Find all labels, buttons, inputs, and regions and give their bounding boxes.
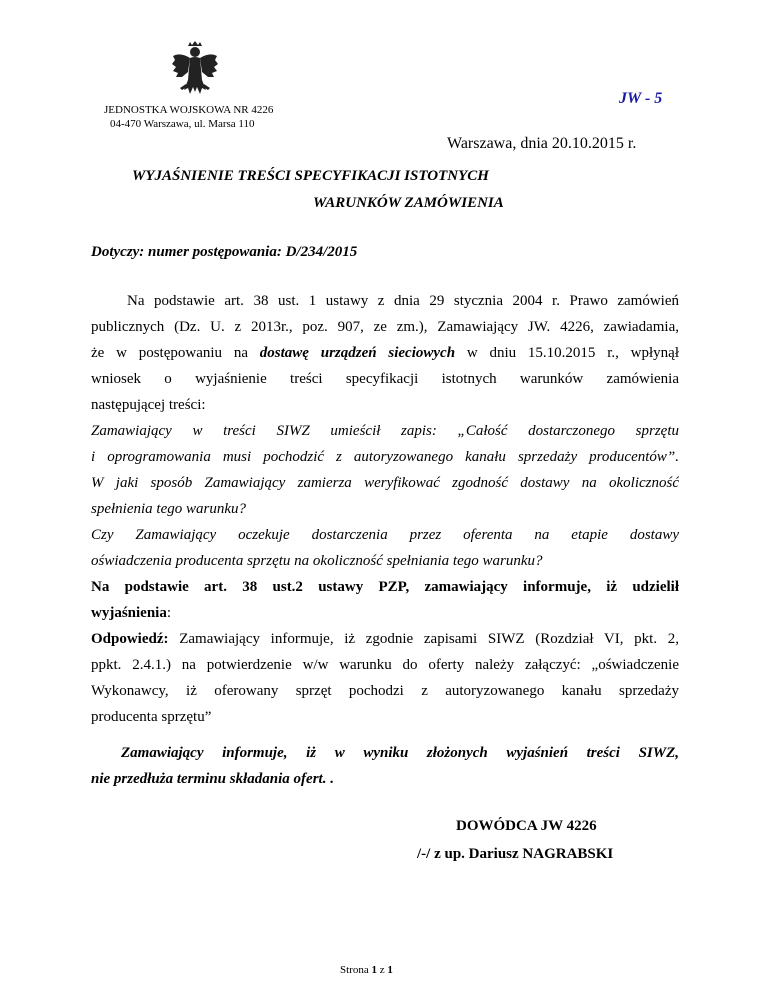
question-line: Czy Zamawiający oczekuje dostarczenia przez oferenta na etapie dostawy: [91, 527, 679, 543]
basis-colon: :: [166, 605, 172, 621]
basis-text: wyjaśnienia: [91, 605, 167, 621]
page-total: 1: [387, 964, 393, 976]
document-title-line-2: WARUNKÓW ZAMÓWIENIA: [313, 195, 504, 211]
answer-line: producenta sprzętu”: [91, 709, 212, 725]
polish-eagle-icon: [170, 40, 220, 98]
intro-text: w dniu 15.10.2015 r., wpłynął: [466, 345, 679, 361]
signatory-title: DOWÓDCA JW 4226: [456, 818, 597, 834]
answer-label: Odpowiedź:: [91, 631, 169, 647]
page-footer: [340, 964, 393, 976]
document-title-line-1: WYJAŚNIENIE TREŚCI SPECYFIKACJI ISTOTNYCH: [132, 168, 489, 184]
intro-line: następującej treści:: [91, 397, 206, 413]
place-date: Warszawa, dnia 20.10.2015 r.: [447, 135, 637, 152]
answer-text: Zamawiający informuje, iż zgodnie zapisami SIWZ (Rozdział VI, pkt. 2,: [179, 631, 679, 647]
basis-line: Na podstawie art. 38 ust.2 ustawy PZP, zamawiający informuje, iż udzielił: [91, 579, 679, 595]
answer-paragraph: [91, 626, 679, 730]
procurement-subject: dostawę urządzeń sieciowych: [259, 345, 456, 361]
document-code: JW - 5: [619, 90, 663, 107]
page-of-label: z: [379, 964, 385, 976]
question-line: W jaki sposób Zamawiający zamierza weryfikować zgodność dostawy na okoliczność: [91, 475, 679, 491]
signatory-name: /-/ z up. Dariusz NAGRABSKI: [417, 846, 614, 862]
basis-paragraph: [91, 574, 679, 626]
answer-line: ppkt. 2.4.1.) na potwierdzenie w/w warunku do oferty należy załączyć: „oświadczenie: [91, 657, 679, 673]
unit-name: JEDNOSTKA WOJSKOWA NR 4226: [104, 104, 274, 116]
answer-line: [91, 626, 679, 652]
intro-line: publicznych (Dz. U. z 2013r., poz. 907, ze zm.), Zamawiający JW. 4226, zawiadamia,: [91, 319, 679, 335]
question-line: i oprogramowania musi pochodzić z autoryzowanego kanału sprzedaży producentów”.: [91, 449, 679, 465]
page-label: Strona: [340, 964, 369, 976]
basis-line: [91, 600, 679, 626]
conclusion-paragraph: [91, 740, 679, 792]
question-line: oświadczenia producenta sprzętu na okoliczność spełniania tego warunku?: [91, 553, 543, 569]
intro-text: że w postępowaniu na: [91, 345, 248, 361]
intro-line: wniosek o wyjaśnienie treści specyfikacji istotnych warunków zamówienia: [91, 371, 679, 387]
question-paragraph: [91, 418, 679, 574]
answer-line: Wykonawcy, iż oferowany sprzęt pochodzi z autoryzowanego kanału sprzedaży: [91, 683, 679, 699]
subject-line: Dotyczy: numer postępowania: D/234/2015: [91, 244, 358, 260]
intro-paragraph: [91, 288, 679, 418]
question-line: spełnienia tego warunku?: [91, 501, 246, 517]
intro-line: [91, 340, 679, 366]
unit-address: 04-470 Warszawa, ul. Marsa 110: [110, 118, 255, 130]
page-number: 1: [371, 964, 377, 976]
intro-line: Na podstawie art. 38 ust. 1 ustawy z dnia 29 stycznia 2004 r. Prawo zamówień: [127, 293, 679, 309]
question-line: Zamawiający w treści SIWZ umieścił zapis: „Całość dostarczonego sprzętu: [91, 423, 679, 439]
conclusion-line: nie przedłuża terminu składania ofert. .: [91, 771, 334, 787]
conclusion-line: Zamawiający informuje, iż w wyniku złożonych wyjaśnień treści SIWZ,: [121, 745, 679, 761]
